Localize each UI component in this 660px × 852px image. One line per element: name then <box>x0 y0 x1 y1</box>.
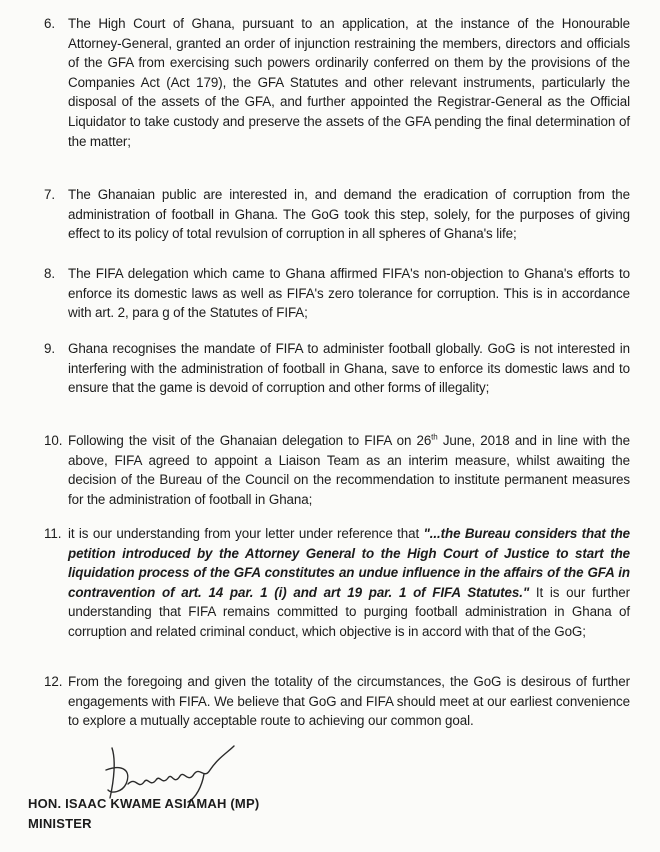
paragraph-number: 9. <box>44 341 55 356</box>
paragraph-text: it is our understanding from your letter under reference that "...the Bureau considers that the petition introduced by the Attorney General to the High Court of Justice to start the liquidation process of the GFA constitutes an undue influence in the affairs of the GFA in contravention of art. 14 par. 1 (i) and art 19 par. 1 of FIFA Statutes." It is our further understanding that FIFA remains committed to purging football administration in Ghana of corruption and related criminal conduct, which objective is in accord with that of the GoG; <box>68 526 631 639</box>
paragraph-text: The Ghanaian public are interested in, and demand the eradication of corruption from the administration of football in Ghana. The GoG took this step, solely, for the purposes of giving effect to its policy of total revulsion of corruption in all spheres of Ghana's life; <box>68 187 630 242</box>
paragraph-text: Ghana recognises the mandate of FIFA to administer football globally. GoG is not interested in interfering with the administration of football in Ghana, save to enforce its domestic laws and to ensure that the game is devoid of corruption and other forms of illegality; <box>68 341 630 396</box>
signatory-title: MINISTER <box>28 816 92 831</box>
paragraph-text: The High Court of Ghana, pursuant to an application, at the instance of the Honourable Attorney-General, granted an order of injunction restraining the members, directors and officials of the GFA from exercising such powers ordinarily conferred on them by the provisions of the Companies Act (Act 179), the GFA Statutes and other relevant instruments, particularly the disposal of the assets of the GFA, and further appointed the Registrar-General as the Official Liquidator to take custody and preserve the assets of the GFA pending the final determination of the matter; <box>68 16 630 149</box>
ordinal-superscript: th <box>431 432 438 442</box>
signatory-name: HON. ISAAC KWAME ASIAMAH (MP) <box>28 796 260 811</box>
paragraph-6 <box>44 14 630 151</box>
paragraph-7 <box>44 185 630 244</box>
quoted-fifa-statement: "...the Bureau considers that the petition introduced by the Attorney General to the High Court of Justice to start the liquidation process of the GFA constitutes an undue influence in the affairs of the GFA in contravention of art. 14 par. 1 (i) and art 19 par. 1 of FIFA Statutes." <box>68 526 631 600</box>
paragraph-12 <box>44 672 630 731</box>
paragraph-text: The FIFA delegation which came to Ghana affirmed FIFA's non-objection to Ghana's efforts to enforce its domestic laws as well as FIFA's zero tolerance for corruption. This is in accordance with art. 2, para g of the Statutes of FIFA; <box>68 266 630 321</box>
paragraph-number: 12. <box>44 674 63 689</box>
paragraph-number: 7. <box>44 187 55 202</box>
paragraph-number: 6. <box>44 16 55 31</box>
paragraph-11 <box>44 524 631 642</box>
paragraph-number: 10. <box>44 433 63 448</box>
paragraph-10 <box>44 431 630 509</box>
paragraph-number: 11. <box>44 526 62 541</box>
paragraph-8 <box>44 264 630 323</box>
paragraph-text: Following the visit of the Ghanaian delegation to FIFA on 26th June, 2018 and in line with the above, FIFA agreed to appoint a Liaison Team as an interim measure, whilst awaiting the decision of the Bureau of the Council on the recommendation to institute permanent measures for the administration of football in Ghana; <box>68 432 630 507</box>
paragraph-number: 8. <box>44 266 55 281</box>
paragraph-text: From the foregoing and given the totality of the circumstances, the GoG is desirous of further engagements with FIFA. We believe that GoG and FIFA should meet at our earliest convenience to explore a mutually acceptable route to achieving our common goal. <box>68 674 630 729</box>
paragraph-9 <box>44 339 630 398</box>
